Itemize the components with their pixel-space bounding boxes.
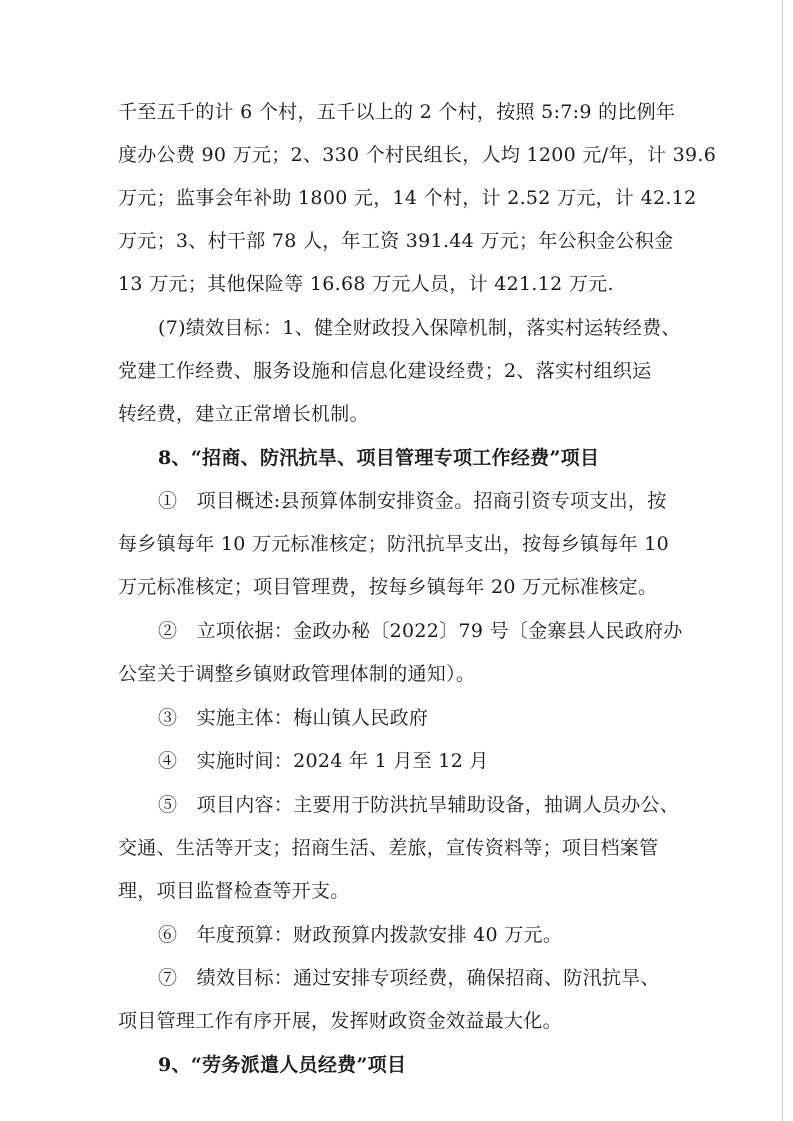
text-line: 千至五千的计 6 个村，五千以上的 2 个村，按照 5:7:9 的比例年	[118, 101, 676, 123]
text-line: 每乡镇每年 10 万元标准核定；防汛抗旱支出，按每乡镇每年 10	[118, 533, 670, 555]
text-line: 党建工作经费、服务设施和信息化建设经费；2、落实村组织运	[118, 360, 652, 382]
text-line: 公室关于调整乡镇财政管理体制的通知）。	[118, 663, 476, 685]
text-line: 度办公费 90 万元；2、330 个村民组长，人均 1200 元/年，计 39.6	[118, 144, 717, 166]
item-5-content: ⑤ 项目内容：主要用于防洪抗旱辅助设备，抽调人员办公、	[158, 794, 680, 816]
text-line: 万元；监事会年补助 1800 元，14 个村，计 2.52 万元，计 42.12	[118, 187, 697, 209]
item-6-budget: ⑥ 年度预算：财政预算内拨款安排 40 万元。	[158, 924, 563, 946]
text-line: 理，项目监督检查等开支。	[118, 880, 350, 902]
item-2-basis: ② 立项依据：金政办秘〔2022〕79 号〔金寨县人民政府办	[158, 620, 683, 642]
item-1-overview: ① 项目概述:县预算体制安排资金。招商引资专项支出，按	[158, 490, 667, 512]
text-line: 万元；3、村干部 78 人，年工资 391.44 万元；年公积金公积金	[118, 230, 674, 252]
section-9-heading: 9、“劳务派遣人员经费”项目	[158, 1054, 407, 1076]
text-line: 交通、生活等开支；招商生活、差旅，宣传资料等；项目档案管	[118, 837, 659, 859]
scan-edge-divider	[782, 0, 783, 1121]
section-8-heading: 8、“招商、防汛抗旱、项目管理专项工作经费”项目	[158, 447, 600, 469]
item-4-time: ④ 实施时间：2024 年 1 月至 12 月	[158, 750, 489, 772]
text-line: 万元标准核定；项目管理费，按每乡镇每年 20 万元标准核定。	[118, 576, 658, 598]
text-line: 13 万元；其他保险等 16.68 万元人员，计 421.12 万元.	[118, 273, 614, 295]
item-3-implementer: ③ 实施主体：梅山镇人民政府	[158, 707, 429, 729]
item-7-goal: ⑦ 绩效目标：通过安排专项经费，确保招商、防汛抗旱、	[158, 967, 660, 989]
section-7-performance-goal: (7)绩效目标：1、健全财政投入保障机制，落实村运转经费、	[158, 317, 681, 339]
text-line: 项目管理工作有序开展，发挥财政资金效益最大化。	[118, 1010, 562, 1032]
text-line: 转经费，建立正常增长机制。	[118, 403, 369, 425]
